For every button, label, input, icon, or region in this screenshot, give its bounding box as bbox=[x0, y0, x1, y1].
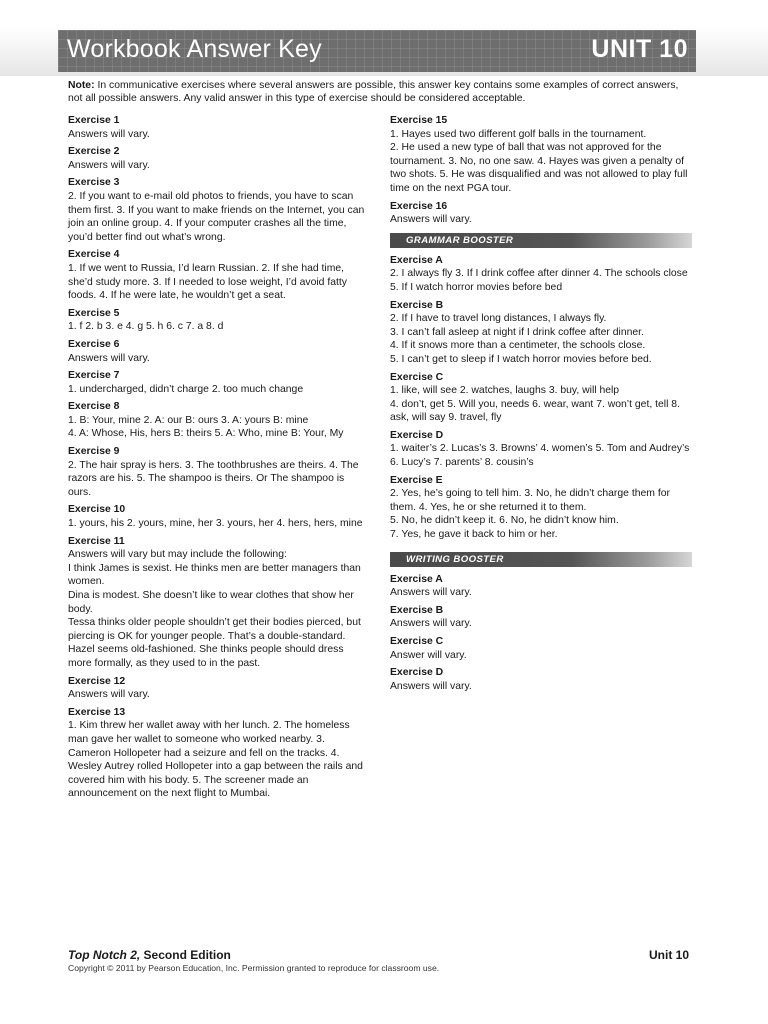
exercise-block bbox=[68, 675, 368, 702]
exercise-block bbox=[68, 248, 368, 302]
exercise-answer: 4. If it snows more than a centimeter, the schools close. bbox=[390, 340, 646, 352]
exercise-answer: Answer will vary. bbox=[390, 649, 467, 661]
exercise-block bbox=[390, 114, 692, 196]
grammar-booster-banner bbox=[390, 233, 692, 248]
exercise-block bbox=[68, 535, 368, 671]
exercise-title: Exercise 3 bbox=[68, 177, 120, 189]
exercise-title: Exercise C bbox=[390, 636, 444, 647]
exercise-answer: Tessa thinks older people shouldn’t get their bodies pierced, but piercing is OK for younger people. That’s a double-standard. bbox=[68, 617, 361, 642]
exercise-title: Exercise 8 bbox=[68, 401, 120, 413]
grammar-booster-label: GRAMMAR BOOSTER bbox=[406, 234, 514, 246]
exercise-answer: 1. yours, his 2. yours, mine, her 3. yours, her 4. hers, hers, mine bbox=[68, 518, 363, 530]
right-column bbox=[390, 114, 692, 697]
exercise-title: Exercise D bbox=[390, 667, 444, 679]
exercise-answer: 1. like, will see 2. watches, laughs 3. buy, will help bbox=[390, 385, 620, 397]
exercise-block bbox=[390, 429, 692, 470]
exercise-answer: Answers will vary. bbox=[390, 214, 472, 226]
exercise-answer: 1. Hayes used two different golf balls in the tournament. bbox=[390, 128, 647, 140]
exercise-answer: 4. A: Whose, His, hers B: theirs 5. A: Who, mine B: Your, My bbox=[68, 428, 344, 440]
exercise-block bbox=[390, 474, 692, 542]
exercise-answer: 5. I can’t get to sleep if I watch horror movies before bed. bbox=[390, 353, 652, 365]
exercise-title: Exercise 9 bbox=[68, 446, 120, 458]
exercise-title: Exercise D bbox=[390, 429, 444, 441]
exercise-title: Exercise B bbox=[390, 604, 444, 616]
footer-unit: Unit 10 bbox=[648, 948, 689, 962]
unit-label: UNIT 10 bbox=[591, 35, 688, 63]
exercise-title: Exercise E bbox=[390, 474, 443, 486]
book-title: Top Notch 2, bbox=[68, 948, 141, 962]
exercise-answer: Dina is modest. She doesn’t like to wear clothes that show her body. bbox=[68, 590, 354, 615]
exercise-answer: Answers will vary. bbox=[390, 618, 472, 630]
exercise-block bbox=[68, 445, 368, 499]
writing-booster-label: WRITING BOOSTER bbox=[406, 553, 504, 565]
exercise-answer: Hazel seems old-fashioned. She thinks people should dress more formally, as they used to in the past. bbox=[68, 644, 344, 669]
exercise-block bbox=[68, 706, 368, 801]
exercise-answer: Answers will vary. bbox=[68, 159, 150, 171]
exercise-answer: 2. Yes, he’s going to tell him. 3. No, he didn’t charge them for them. 4. Yes, he or she returned it to them. bbox=[390, 488, 670, 513]
exercise-answer: 3. I can’t fall asleep at night if I drink coffee after dinner. bbox=[390, 326, 644, 338]
exercise-answer: 1. undercharged, didn’t charge 2. too much change bbox=[68, 383, 304, 395]
writing-booster-banner bbox=[390, 552, 692, 567]
exercise-block bbox=[68, 145, 368, 172]
exercise-answer: 1. Kim threw her wallet away with her lunch. 2. The homeless man gave her wallet to someone who worked nearby. 3. Cameron Hollopeter had a seizure and fell on the tracks. 4. Wesley Autrey rolled Hollopeter into a gap between the rails and covered him with his body. 5. The screener made an announcement on the next flight to Mumbai. bbox=[68, 720, 363, 800]
exercise-title: Exercise A bbox=[390, 254, 443, 266]
exercise-block bbox=[390, 604, 692, 631]
exercise-block bbox=[390, 635, 692, 662]
exercise-title: Exercise 7 bbox=[68, 370, 120, 382]
exercise-answer: Answers will vary. bbox=[390, 587, 472, 599]
footer-book-title bbox=[68, 948, 231, 962]
exercise-title: Exercise 13 bbox=[68, 706, 126, 718]
writing-booster-exercises bbox=[390, 573, 692, 694]
exercise-block bbox=[390, 371, 692, 425]
exercise-title: Exercise 1 bbox=[68, 115, 120, 126]
exercise-block bbox=[68, 307, 368, 334]
grammar-booster-exercises bbox=[390, 254, 692, 542]
exercise-block bbox=[68, 369, 368, 396]
exercise-answer: 5. No, he didn’t keep it. 6. No, he didn’t know him. bbox=[390, 515, 619, 527]
exercise-answer: 1. If we went to Russia, I’d learn Russian. 2. If she had time, she’d study more. 3. If I needed to lose weight, I’d avoid fatty foods. 4. If he were late, he wouldn’t get a seat. bbox=[68, 262, 347, 302]
exercise-block bbox=[390, 666, 692, 693]
header-banner bbox=[58, 30, 696, 72]
exercise-block bbox=[390, 254, 692, 295]
exercise-title: Exercise 5 bbox=[68, 307, 120, 319]
exercise-title: Exercise 11 bbox=[68, 535, 125, 547]
book-edition: Second Edition bbox=[140, 948, 231, 962]
note-label: Note: bbox=[68, 80, 95, 91]
exercise-answer: 2. He used a new type of ball that was not approved for the tournament. 3. No, no one saw. 4. Hayes was given a penalty of two shots. 5. He was disqualified and was not allowed to play full time on the next PGA tour. bbox=[390, 142, 688, 194]
note-text: In communicative exercises where several answers are possible, this answer key contains some examples of correct answers, not all possible answers. Any valid answer in this type of exercise should be considered acceptable. bbox=[68, 80, 679, 105]
note bbox=[68, 79, 693, 106]
exercise-answer: 2. I always fly 3. If I drink coffee after dinner 4. The schools close 5. If I watch horror movies before bed bbox=[390, 268, 688, 293]
exercise-title: Exercise 16 bbox=[390, 200, 448, 212]
exercise-title: Exercise 2 bbox=[68, 146, 120, 158]
exercise-block bbox=[390, 299, 692, 367]
exercise-title: Exercise B bbox=[390, 299, 444, 311]
exercise-answer: 7. Yes, he gave it back to him or her. bbox=[390, 529, 558, 541]
exercise-block bbox=[68, 338, 368, 365]
copyright: Copyright © 2011 by Pearson Education, Inc. Permission granted to reproduce for classroom use. bbox=[68, 963, 440, 973]
exercise-answer: 1. f 2. b 3. e 4. g 5. h 6. c 7. a 8. d bbox=[68, 321, 224, 333]
exercise-answer: Answers will vary. bbox=[390, 680, 472, 692]
exercise-answer: 1. B: Your, mine 2. A: our B: ours 3. A: yours B: mine bbox=[68, 414, 309, 426]
exercise-block bbox=[390, 573, 692, 600]
exercise-title: Exercise 12 bbox=[68, 675, 126, 687]
exercise-title: Exercise 10 bbox=[68, 504, 126, 516]
page-title: Workbook Answer Key bbox=[67, 35, 322, 63]
right-top-exercises bbox=[390, 114, 692, 227]
exercise-block bbox=[390, 200, 692, 227]
left-column bbox=[68, 114, 368, 805]
exercise-answer: 4. don’t, get 5. Will you, needs 6. wear, want 7. won’t get, tell 8. ask, will say 9. travel, fly bbox=[390, 398, 680, 424]
exercise-answer: 2. If you want to e-mail old photos to friends, you have to scan them first. 3. If you want to make friends on the Internet, you can join an online group. 4. If your computer crashes all the time, you’d better find out what’s wrong. bbox=[68, 190, 365, 243]
exercise-block bbox=[68, 176, 368, 244]
exercise-answer: Answers will vary. bbox=[68, 352, 150, 364]
exercise-title: Exercise C bbox=[390, 371, 444, 383]
exercise-answer: Answers will vary. bbox=[68, 689, 150, 701]
exercise-block bbox=[68, 400, 368, 441]
exercise-answer: 2. The hair spray is hers. 3. The toothbrushes are theirs. 4. The razors are his. 5. The shampoo is theirs. Or The shampoo is ours. bbox=[68, 459, 359, 498]
exercise-answer: I think James is sexist. He thinks men are better managers than women. bbox=[68, 562, 361, 588]
exercise-title: Exercise 6 bbox=[68, 338, 120, 350]
exercise-answer: Answers will vary. bbox=[68, 128, 150, 140]
exercise-title: Exercise 15 bbox=[390, 115, 448, 126]
exercise-block bbox=[68, 114, 368, 141]
exercise-block bbox=[68, 503, 368, 530]
exercise-title: Exercise A bbox=[390, 573, 443, 585]
exercise-answer: 1. waiter’s 2. Lucas’s 3. Browns’ 4. women’s 5. Tom and Audrey’s 6. Lucy’s 7. parents’ 8. cousin’s bbox=[390, 443, 690, 469]
exercise-answer: Answers will vary but may include the following: bbox=[68, 549, 287, 561]
exercise-title: Exercise 4 bbox=[68, 249, 120, 261]
exercise-answer: 2. If I have to travel long distances, I always fly. bbox=[390, 313, 607, 325]
